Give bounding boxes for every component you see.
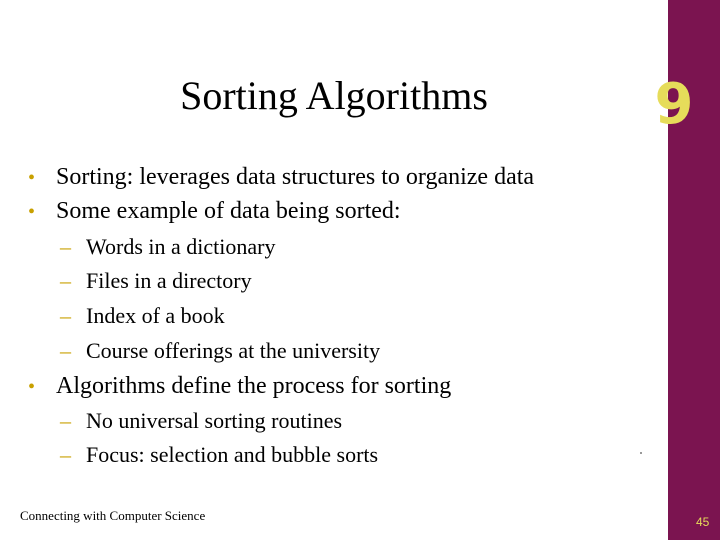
sub-item [60, 233, 275, 261]
bullet-item [28, 371, 451, 402]
slide-title: Sorting Algorithms [180, 73, 488, 118]
sub-marker: – [60, 268, 71, 293]
bullet-text: Some example of data being sorted: [56, 198, 401, 224]
sub-text: Words in a dictionary [86, 234, 276, 259]
sub-marker: – [60, 338, 71, 363]
bullet-marker: • [28, 167, 36, 189]
sub-item [60, 407, 342, 435]
sub-marker: – [60, 303, 71, 328]
sub-text: Focus: selection and bubble sorts [86, 442, 379, 467]
sub-marker: – [60, 442, 71, 467]
bullet-item [28, 196, 401, 227]
sub-item [60, 337, 380, 365]
bullet-marker: • [28, 376, 36, 398]
footer-text: Connecting with Computer Science [20, 508, 206, 523]
bullet-item [28, 162, 534, 193]
chapter-badge: 9 [654, 72, 694, 137]
sub-text: No universal sorting routines [86, 408, 343, 433]
page-number: 45 [696, 515, 710, 529]
bullet-marker: • [28, 201, 36, 223]
bullet-text: Sorting: leverages data structures to organize data [56, 164, 535, 190]
sub-marker: – [60, 408, 71, 433]
sub-marker: – [60, 234, 71, 259]
sub-item [60, 267, 252, 295]
sub-text: Files in a directory [86, 268, 252, 293]
sub-text: Index of a book [86, 303, 225, 328]
sub-item [60, 302, 225, 330]
sub-text: Course offerings at the university [86, 338, 381, 363]
stray-dot [640, 452, 642, 454]
sub-item [60, 441, 378, 469]
bullet-text: Algorithms define the process for sorting [56, 373, 452, 399]
